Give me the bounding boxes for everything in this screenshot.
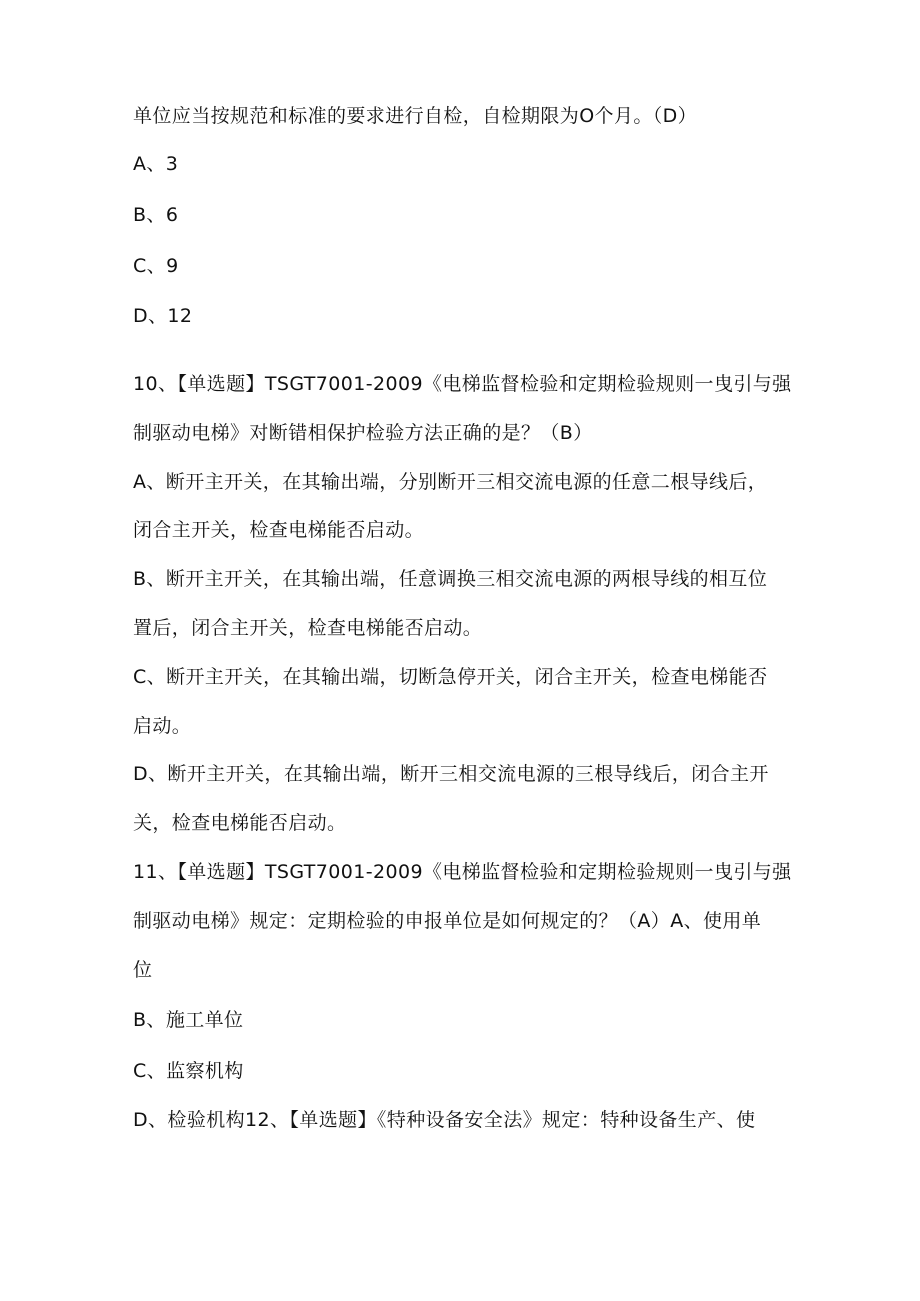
text-line: 11、【单选题】TSGT7001-2009《电梯监督检验和定期检验规则一曳引与强 — [133, 861, 792, 883]
text-line: 启动。 — [133, 715, 192, 737]
text-line: 制驱动电梯》对断错相保护检验方法正确的是？（B） — [133, 422, 593, 444]
text-line: A、断开主开关，在其输出端，分别断开三相交流电源的任意二根导线后， — [133, 471, 768, 493]
text-line: 置后，闭合主开关，检查电梯能否启动。 — [133, 617, 483, 639]
text-line: D、断开主开关，在其输出端，断开三相交流电源的三根导线后，闭合主开 — [133, 763, 769, 785]
text-line: 位 — [133, 959, 153, 981]
text-line: D、检验机构12、【单选题】《特种设备安全法》规定：特种设备生产、使 — [133, 1109, 756, 1131]
text-line: B、6 — [133, 204, 179, 226]
text-line: C、9 — [133, 255, 179, 277]
text-line: 10、【单选题】TSGT7001-2009《电梯监督检验和定期检验规则一曳引与强 — [133, 373, 792, 395]
text-line: C、监察机构 — [133, 1060, 244, 1082]
text-line: 闭合主开关，检查电梯能否启动。 — [133, 519, 425, 541]
text-line: 关，检查电梯能否启动。 — [133, 812, 347, 834]
text-line: A、3 — [133, 153, 179, 175]
text-line: 制驱动电梯》规定：定期检验的申报单位是如何规定的？（A）A、使用单 — [133, 910, 762, 932]
text-line: B、施工单位 — [133, 1009, 244, 1031]
text-line: 单位应当按规范和标准的要求进行自检，自检期限为O个月。（D） — [133, 105, 698, 127]
text-line: C、断开主开关，在其输出端，切断急停开关，闭合主开关，检查电梯能否 — [133, 666, 768, 688]
text-line: B、断开主开关，在其输出端，任意调换三相交流电源的两根导线的相互位 — [133, 568, 768, 590]
text-line: D、12 — [133, 305, 193, 327]
